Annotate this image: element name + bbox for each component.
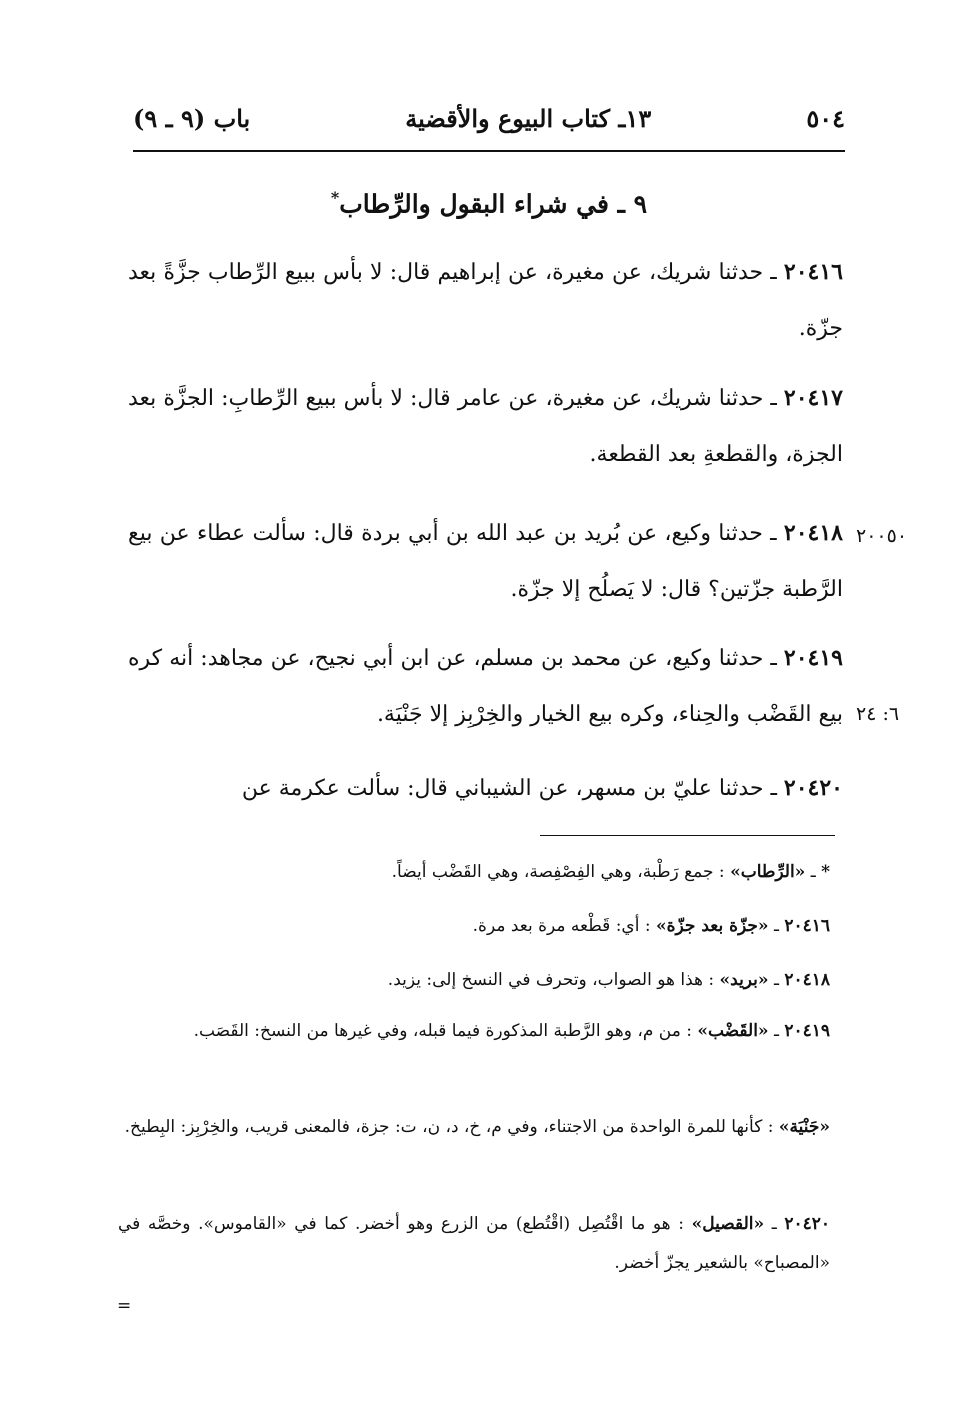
footnote-term: «جَنْيَة» (778, 1117, 830, 1137)
header-rule (133, 150, 845, 152)
hadith-20420 (128, 760, 843, 817)
hadith-text: ـ حدثنا وكيع، عن بُريد بن عبد الله بن أبي بردة قال: سألت عطاء عن بيع الرَّطبة جزّتين؟ قال: لا يَصلُح إلا جزّة. (128, 521, 843, 602)
footnote-number: ٢٠٤١٦ (784, 916, 830, 936)
hadith-text: ـ حدثنا شريك، عن مغيرة، عن عامر قال: لا بأس ببيع الرِّطابِ: الجزَّة بعد الجزة، والقطعةِ بعد القطعة. (128, 386, 843, 467)
footnote-20419: ٢٠٤١٩ ـ «القَضْب» : من م، وهو الرَّطبة المذكورة فيما قبله، وفي غيرها من النسخ: القَصَب. (193, 1021, 830, 1041)
footnote-text: : جمع رَطْبة، وهي الفِصْفِصة، وهي القَضْب أيضاً. (391, 862, 725, 882)
footnote-ritab: * ـ «الرِّطاب» : جمع رَطْبة، وهي الفِصْفِصة، وهي القَضْب أيضاً. (391, 862, 830, 882)
book-title: ١٣ـ كتاب البيوع والأقضية (405, 103, 652, 133)
hadith-number: ٢٠٤٢٠ (783, 775, 843, 801)
hadith-20416 (128, 244, 843, 357)
footnote-term: «جزّة بعد جزّة» (656, 916, 769, 936)
footnote-number: ٢٠٤٢٠ (784, 1214, 831, 1234)
section-title-text: ٩ ـ في شراء البقول والرِّطاب (339, 189, 648, 219)
chapter-reference: باب (٩ ـ ٩) (133, 103, 251, 133)
footnote-text: : أي: قَطْعه مرة بعد مرة. (472, 916, 651, 936)
footnote-20420: ٢٠٤٢٠ ـ «القصيل» : هو ما اقْتُصِل (اقْتُطع) من الزرع وهو أخضر. كما في «القاموس». وخصَّه في «المصباح» بالشعير يجزّ أخضر. (118, 1214, 831, 1273)
hadith-20419 (128, 630, 843, 743)
hadith-number: ٢٠٤١٦ (783, 259, 843, 285)
page-number: ٥٠٤ (806, 103, 845, 133)
page-header (133, 96, 845, 140)
footnote-marker: * (821, 862, 830, 882)
footnote-janya (118, 1108, 830, 1147)
footnote-text: : كأنها للمرة الواحدة من الاجتناء، وفي م، خ، د، ن، ت: جزة، فالمعنى قريب، والخِرْبِز: البِطيخ. (124, 1117, 774, 1137)
footnote-20416: ٢٠٤١٦ ـ «جزّة بعد جزّة» : أي: قَطْعه مرة بعد مرة. (472, 916, 830, 936)
hadith-number: ٢٠٤١٧ (783, 385, 843, 411)
hadith-text: ـ حدثنا شريك، عن مغيرة، عن إبراهيم قال: لا بأس ببيع الرِّطاب جزَّةً بعد جزّة. (128, 260, 843, 341)
section-title (133, 188, 845, 218)
hadith-text: ـ حدثنا عليّ بن مسهر، عن الشيباني قال: سألت عكرمة عن (241, 776, 784, 801)
footnote-number: ٢٠٤١٩ (784, 1021, 830, 1041)
footnote-text: : من م، وهو الرَّطبة المذكورة فيما قبله، وفي غيرها من النسخ: القَصَب. (193, 1021, 692, 1041)
footnote-term: «القَضْب» (697, 1021, 769, 1041)
footnote-20418: ٢٠٤١٨ ـ «بريد» : هذا هو الصواب، وتحرف في النسخ إلى: يزيد. (387, 970, 830, 990)
continuation-mark: = (117, 1296, 132, 1316)
section-footnote-marker: * (330, 188, 340, 207)
hadith-20418 (128, 505, 843, 618)
footnote-text: : هذا هو الصواب، وتحرف في النسخ إلى: يزيد. (387, 970, 715, 990)
margin-volume-page-reference: ٦: ٢٤ (856, 703, 900, 725)
footnote-text: : هو ما اقْتُصِل (اقْتُطع) من الزرع وهو أخضر. كما في «القاموس». وخصَّه في «المصباح» بالشعير يجزّ أخضر. (118, 1214, 830, 1273)
hadith-number: ٢٠٤١٨ (783, 520, 843, 546)
hadith-20417 (128, 370, 843, 483)
hadith-number: ٢٠٤١٩ (783, 645, 843, 671)
footnote-number: ٢٠٤١٨ (784, 970, 830, 990)
footnote-term: «الرِّطاب» (730, 862, 806, 882)
margin-cross-reference: ٢٠٠٥٠ (856, 525, 908, 547)
footnote-separator (540, 835, 835, 836)
footnote-term: «بريد» (719, 970, 769, 990)
hadith-text: ـ حدثنا وكيع، عن محمد بن مسلم، عن ابن أبي نجيح، عن مجاهد: أنه كره بيع القَضْب والحِناء، وكره بيع الخيار والخِرْبِز إلا جَنْيَة. (128, 646, 843, 727)
footnote-term: «القصيل» (691, 1214, 765, 1234)
